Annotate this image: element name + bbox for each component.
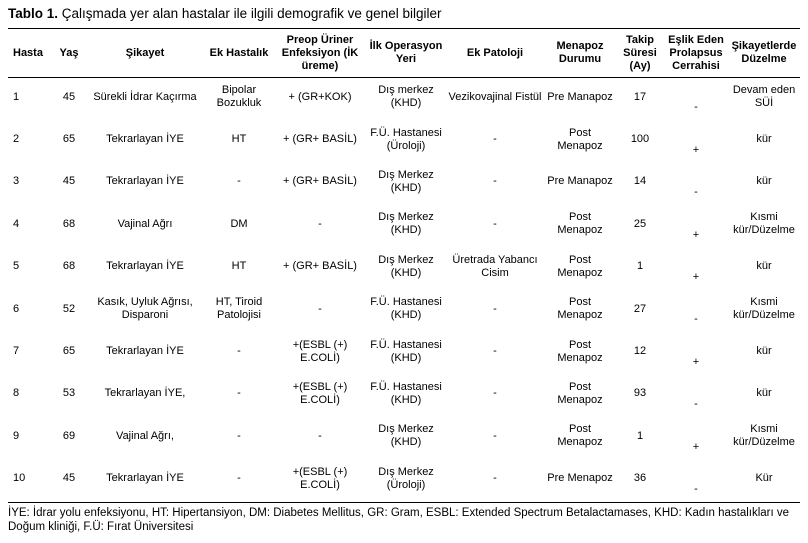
table-top-rule	[8, 28, 800, 29]
cell-ek-hastalik: -	[237, 345, 241, 358]
cell-ek-patoloji: Vezikovajinal Fistül	[448, 90, 542, 103]
cell-takip-suresi: 12	[633, 345, 647, 358]
cell-duzelme: kür	[756, 175, 772, 188]
cell-prolapsus: -	[694, 398, 698, 411]
cell-menapoz: Post Menapoz	[557, 423, 603, 449]
table-header-row	[8, 30, 800, 76]
cell-hasta: 3	[13, 175, 20, 188]
cell-operasyon-yeri: Dış Merkez (KHD)	[378, 168, 434, 194]
cell-preop-enfeksiyon: +(ESBL (+) E.COLİ)	[292, 380, 348, 406]
demographics-table	[8, 30, 800, 500]
cell-operasyon-yeri: F.Ü. Hastanesi (Üroloji)	[370, 126, 442, 152]
cell-takip-suresi: 100	[630, 133, 650, 146]
cell-takip-suresi: 27	[633, 302, 647, 315]
cell-ek-hastalik: -	[237, 387, 241, 400]
table-row	[8, 330, 800, 372]
cell-ek-hastalik: -	[237, 472, 241, 485]
cell-yas: 52	[62, 302, 76, 315]
table-row	[8, 161, 800, 203]
cell-ek-hastalik: HT, Tiroid Patolojisi	[215, 296, 263, 322]
cell-sikayet: Vajinal Ağrı,	[116, 429, 174, 442]
cell-hasta: 2	[13, 133, 20, 146]
cell-preop-enfeksiyon: + (GR+ BASİL)	[283, 175, 357, 188]
cell-operasyon-yeri: Dış Merkez (Üroloji)	[378, 465, 434, 491]
cell-takip-suresi: 93	[633, 387, 647, 400]
cell-operasyon-yeri: Dış Merkez (KHD)	[378, 253, 434, 279]
cell-ek-patoloji: Üretrada Yabancı Cisim	[452, 253, 538, 279]
cell-ek-patoloji: -	[493, 387, 497, 400]
column-header: Ek Hastalık	[209, 46, 269, 59]
cell-hasta: 10	[13, 472, 26, 485]
cell-ek-patoloji: -	[493, 345, 497, 358]
cell-yas: 45	[62, 175, 76, 188]
cell-menapoz: Pre Menapoz	[547, 472, 613, 485]
cell-operasyon-yeri: Dış merkez (KHD)	[378, 84, 434, 110]
cell-menapoz: Post Menapoz	[557, 296, 603, 322]
table-row	[8, 415, 800, 457]
cell-preop-enfeksiyon: + (GR+KOK)	[288, 90, 352, 103]
table-row	[8, 288, 800, 330]
cell-ek-hastalik: HT	[231, 133, 247, 146]
cell-duzelme: kür	[756, 387, 772, 400]
cell-prolapsus: -	[694, 313, 698, 326]
cell-takip-suresi: 17	[633, 90, 647, 103]
column-header: İlk Operasyon Yeri	[369, 40, 443, 65]
column-header: Şikayetlerde Düzelme	[731, 40, 797, 65]
cell-menapoz: Post Menapoz	[557, 126, 603, 152]
table-row	[8, 118, 800, 160]
cell-hasta: 7	[13, 345, 20, 358]
table-body	[8, 76, 800, 500]
cell-ek-patoloji: -	[493, 217, 497, 230]
cell-hasta: 1	[13, 90, 20, 103]
cell-yas: 53	[62, 387, 76, 400]
cell-sikayet: Tekrarlayan İYE	[106, 175, 184, 188]
cell-preop-enfeksiyon: +(ESBL (+) E.COLİ)	[292, 338, 348, 364]
column-header: Preop Üriner Enfeksiyon (İK üreme)	[281, 33, 359, 72]
cell-yas: 45	[62, 472, 76, 485]
cell-operasyon-yeri: Dış Merkez (KHD)	[378, 423, 434, 449]
column-header: Takip Süresi (Ay)	[623, 33, 657, 72]
cell-operasyon-yeri: Dış Merkez (KHD)	[378, 211, 434, 237]
cell-prolapsus: +	[692, 355, 700, 368]
cell-ek-patoloji: -	[493, 472, 497, 485]
cell-ek-hastalik: -	[237, 429, 241, 442]
cell-hasta: 5	[13, 260, 20, 273]
cell-duzelme: kür	[756, 133, 772, 146]
cell-preop-enfeksiyon: +(ESBL (+) E.COLİ)	[292, 465, 348, 491]
cell-prolapsus: -	[694, 101, 698, 114]
table-footnote: İYE: İdrar yolu enfeksiyonu, HT: Hipertansiyon, DM: Diabetes Mellitus, GR: Gram, ESBL: Extended Spectrum Betalactamases, KHD: Kadın hastalıkları ve Doğum kliniği, F.Ü: Fırat Üniversitesi	[8, 507, 790, 533]
cell-preop-enfeksiyon: -	[318, 302, 322, 315]
cell-takip-suresi: 1	[636, 429, 644, 442]
table-row	[8, 203, 800, 245]
column-header: Ek Patoloji	[466, 46, 524, 59]
cell-ek-hastalik: -	[237, 175, 241, 188]
cell-hasta: 4	[13, 217, 20, 230]
cell-ek-hastalik: DM	[230, 217, 248, 230]
cell-sikayet: Sürekli İdrar Kaçırma	[93, 90, 197, 103]
cell-takip-suresi: 25	[633, 217, 647, 230]
caption-text: Çalışmada yer alan hastalar ile ilgili demografik ve genel bilgiler	[61, 6, 442, 21]
cell-prolapsus: +	[692, 228, 700, 241]
cell-prolapsus: +	[692, 440, 700, 453]
cell-ek-patoloji: -	[493, 302, 497, 315]
cell-prolapsus: +	[692, 143, 700, 156]
table-row	[8, 373, 800, 415]
cell-duzelme: Kür	[755, 472, 773, 485]
cell-yas: 65	[62, 133, 76, 146]
cell-sikayet: Kasık, Uyluk Ağrısı, Disparoni	[97, 296, 193, 322]
cell-sikayet: Tekrarlayan İYE	[106, 345, 184, 358]
cell-hasta: 9	[13, 429, 20, 442]
cell-menapoz: Post Menapoz	[557, 211, 603, 237]
cell-ek-patoloji: -	[493, 175, 497, 188]
cell-sikayet: Vajinal Ağrı	[117, 217, 173, 230]
cell-operasyon-yeri: F.Ü. Hastanesi (KHD)	[370, 380, 442, 406]
cell-sikayet: Tekrarlayan İYE	[106, 260, 184, 273]
cell-duzelme: Kısmi kür/Düzelme	[733, 423, 795, 449]
cell-menapoz: Pre Manapoz	[547, 90, 613, 103]
column-header: Menapoz Durumu	[556, 40, 604, 65]
cell-sikayet: Tekrarlayan İYE	[106, 133, 184, 146]
cell-ek-hastalik: Bipolar Bozukluk	[216, 84, 262, 110]
cell-yas: 68	[62, 217, 76, 230]
column-header: Hasta	[13, 46, 43, 59]
cell-sikayet: Tekrarlayan İYE	[106, 472, 184, 485]
table-bottom-rule	[8, 502, 800, 503]
cell-duzelme: Kısmi kür/Düzelme	[733, 211, 795, 237]
cell-hasta: 8	[13, 387, 20, 400]
cell-preop-enfeksiyon: + (GR+ BASİL)	[283, 260, 357, 273]
cell-yas: 45	[62, 90, 76, 103]
table-caption	[8, 6, 441, 21]
table-row	[8, 76, 800, 118]
cell-menapoz: Post Menapoz	[557, 380, 603, 406]
cell-sikayet: Tekrarlayan İYE,	[104, 387, 186, 400]
cell-duzelme: kür	[756, 260, 772, 273]
cell-menapoz: Pre Manapoz	[547, 175, 613, 188]
cell-operasyon-yeri: F.Ü. Hastanesi (KHD)	[370, 338, 442, 364]
cell-ek-patoloji: -	[493, 133, 497, 146]
cell-menapoz: Post Menapoz	[557, 253, 603, 279]
cell-preop-enfeksiyon: -	[318, 429, 322, 442]
cell-duzelme: kür	[756, 345, 772, 358]
cell-ek-hastalik: HT	[231, 260, 247, 273]
caption-label: Tablo 1.	[8, 6, 59, 21]
cell-prolapsus: -	[694, 186, 698, 199]
cell-ek-patoloji: -	[493, 429, 497, 442]
cell-duzelme: Kısmi kür/Düzelme	[733, 296, 795, 322]
cell-prolapsus: +	[692, 270, 700, 283]
cell-hasta: 6	[13, 302, 20, 315]
cell-takip-suresi: 36	[633, 472, 647, 485]
cell-operasyon-yeri: F.Ü. Hastanesi (KHD)	[370, 296, 442, 322]
column-header: Yaş	[59, 46, 79, 59]
cell-preop-enfeksiyon: -	[318, 217, 322, 230]
table-row	[8, 458, 800, 500]
cell-prolapsus: -	[694, 482, 698, 495]
cell-yas: 65	[62, 345, 76, 358]
cell-duzelme: Devam eden SÜİ	[732, 84, 796, 110]
column-header: Şikayet	[125, 46, 165, 59]
table-row	[8, 246, 800, 288]
cell-takip-suresi: 1	[636, 260, 644, 273]
column-header: Eşlik Eden Prolapsus Cerrahisi	[668, 33, 724, 72]
cell-yas: 69	[62, 429, 76, 442]
cell-yas: 68	[62, 260, 76, 273]
cell-preop-enfeksiyon: + (GR+ BASİL)	[283, 133, 357, 146]
cell-takip-suresi: 14	[633, 175, 647, 188]
cell-menapoz: Post Menapoz	[557, 338, 603, 364]
